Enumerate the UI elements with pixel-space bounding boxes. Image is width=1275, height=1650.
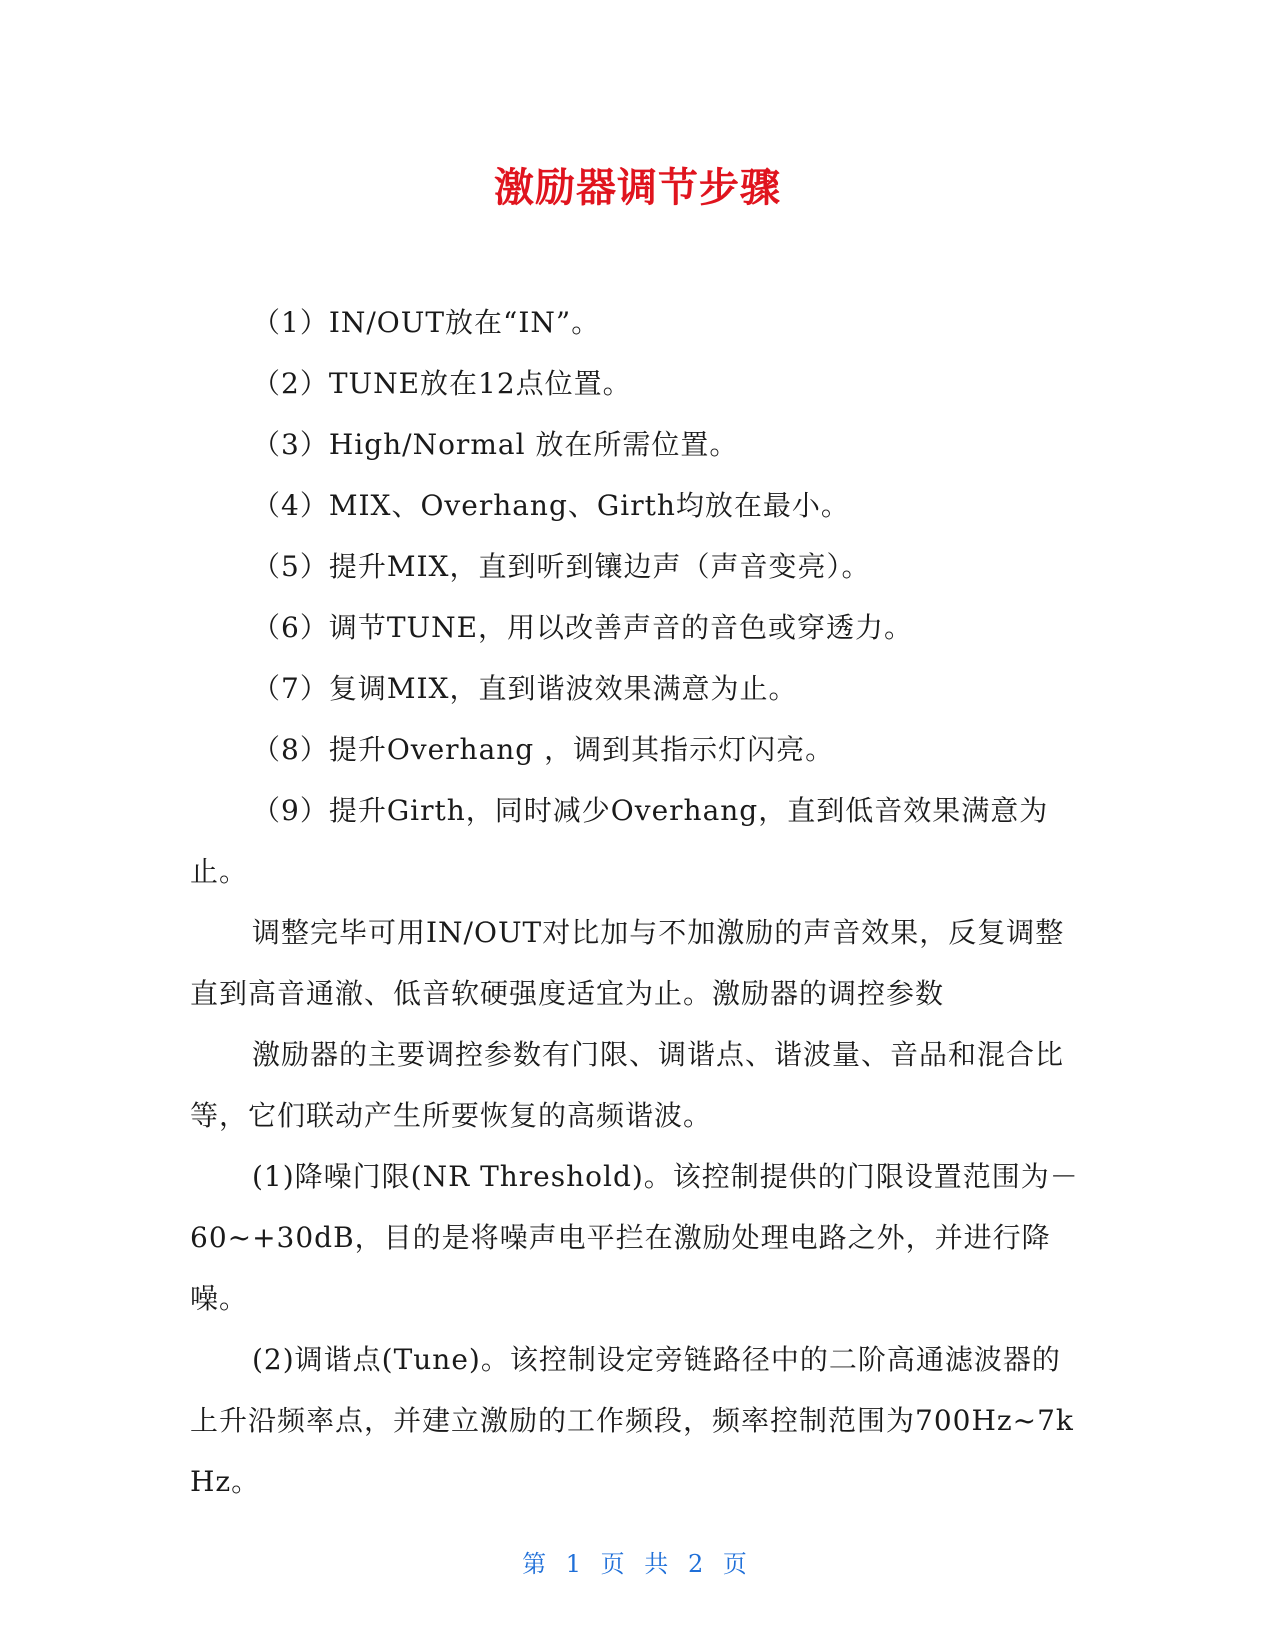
step-9: （9）提升Girth，同时减少Overhang，直到低音效果满意为止。: [190, 794, 1049, 888]
document-title: 激励器调节步骤: [494, 165, 781, 211]
page-footer: 第 1 页 共 2 页: [522, 1550, 753, 1578]
step-7: （7）复调MIX，直到谐波效果满意为止。: [252, 672, 798, 705]
control-parameters-paragraph: 激励器的主要调控参数有门限、调谐点、谐波量、音品和混合比等，它们联动产生所要恢复的高频谐波。: [190, 1038, 1065, 1132]
step-6: （6）调节TUNE，用以改善声音的音色或穿透力。: [252, 611, 914, 644]
step-3: （3）High/Normal 放在所需位置。: [252, 428, 739, 461]
adjustment-summary-paragraph: 调整完毕可用IN/OUT对比加与不加激励的声音效果，反复调整直到高音通澈、低音软硬强度适宜为止。激励器的调控参数: [190, 916, 1065, 1010]
step-1: （1）IN/OUT放在“IN”。: [252, 306, 601, 339]
step-8: （8）提升Overhang ，调到其指示灯闪亮。: [252, 733, 835, 766]
step-5: （5）提升MIX，直到听到镶边声（声音变亮）。: [252, 550, 871, 583]
step-4: （4）MIX、Overhang、Girth均放在最小。: [252, 489, 850, 522]
nr-threshold-paragraph: (1)降噪门限(NR Threshold)。该控制提供的门限设置范围为－60~+30dB，目的是将噪声电平拦在激励处理电路之外，并进行降噪。: [190, 1160, 1079, 1315]
tune-paragraph: (2)调谐点(Tune)。该控制设定旁链路径中的二阶高通滤波器的上升沿频率点，并建立激励的工作频段，频率控制范围为700Hz~7kHz。: [190, 1343, 1074, 1498]
step-2: （2）TUNE放在12点位置。: [252, 367, 632, 400]
document-body: [190, 292, 1085, 1512]
